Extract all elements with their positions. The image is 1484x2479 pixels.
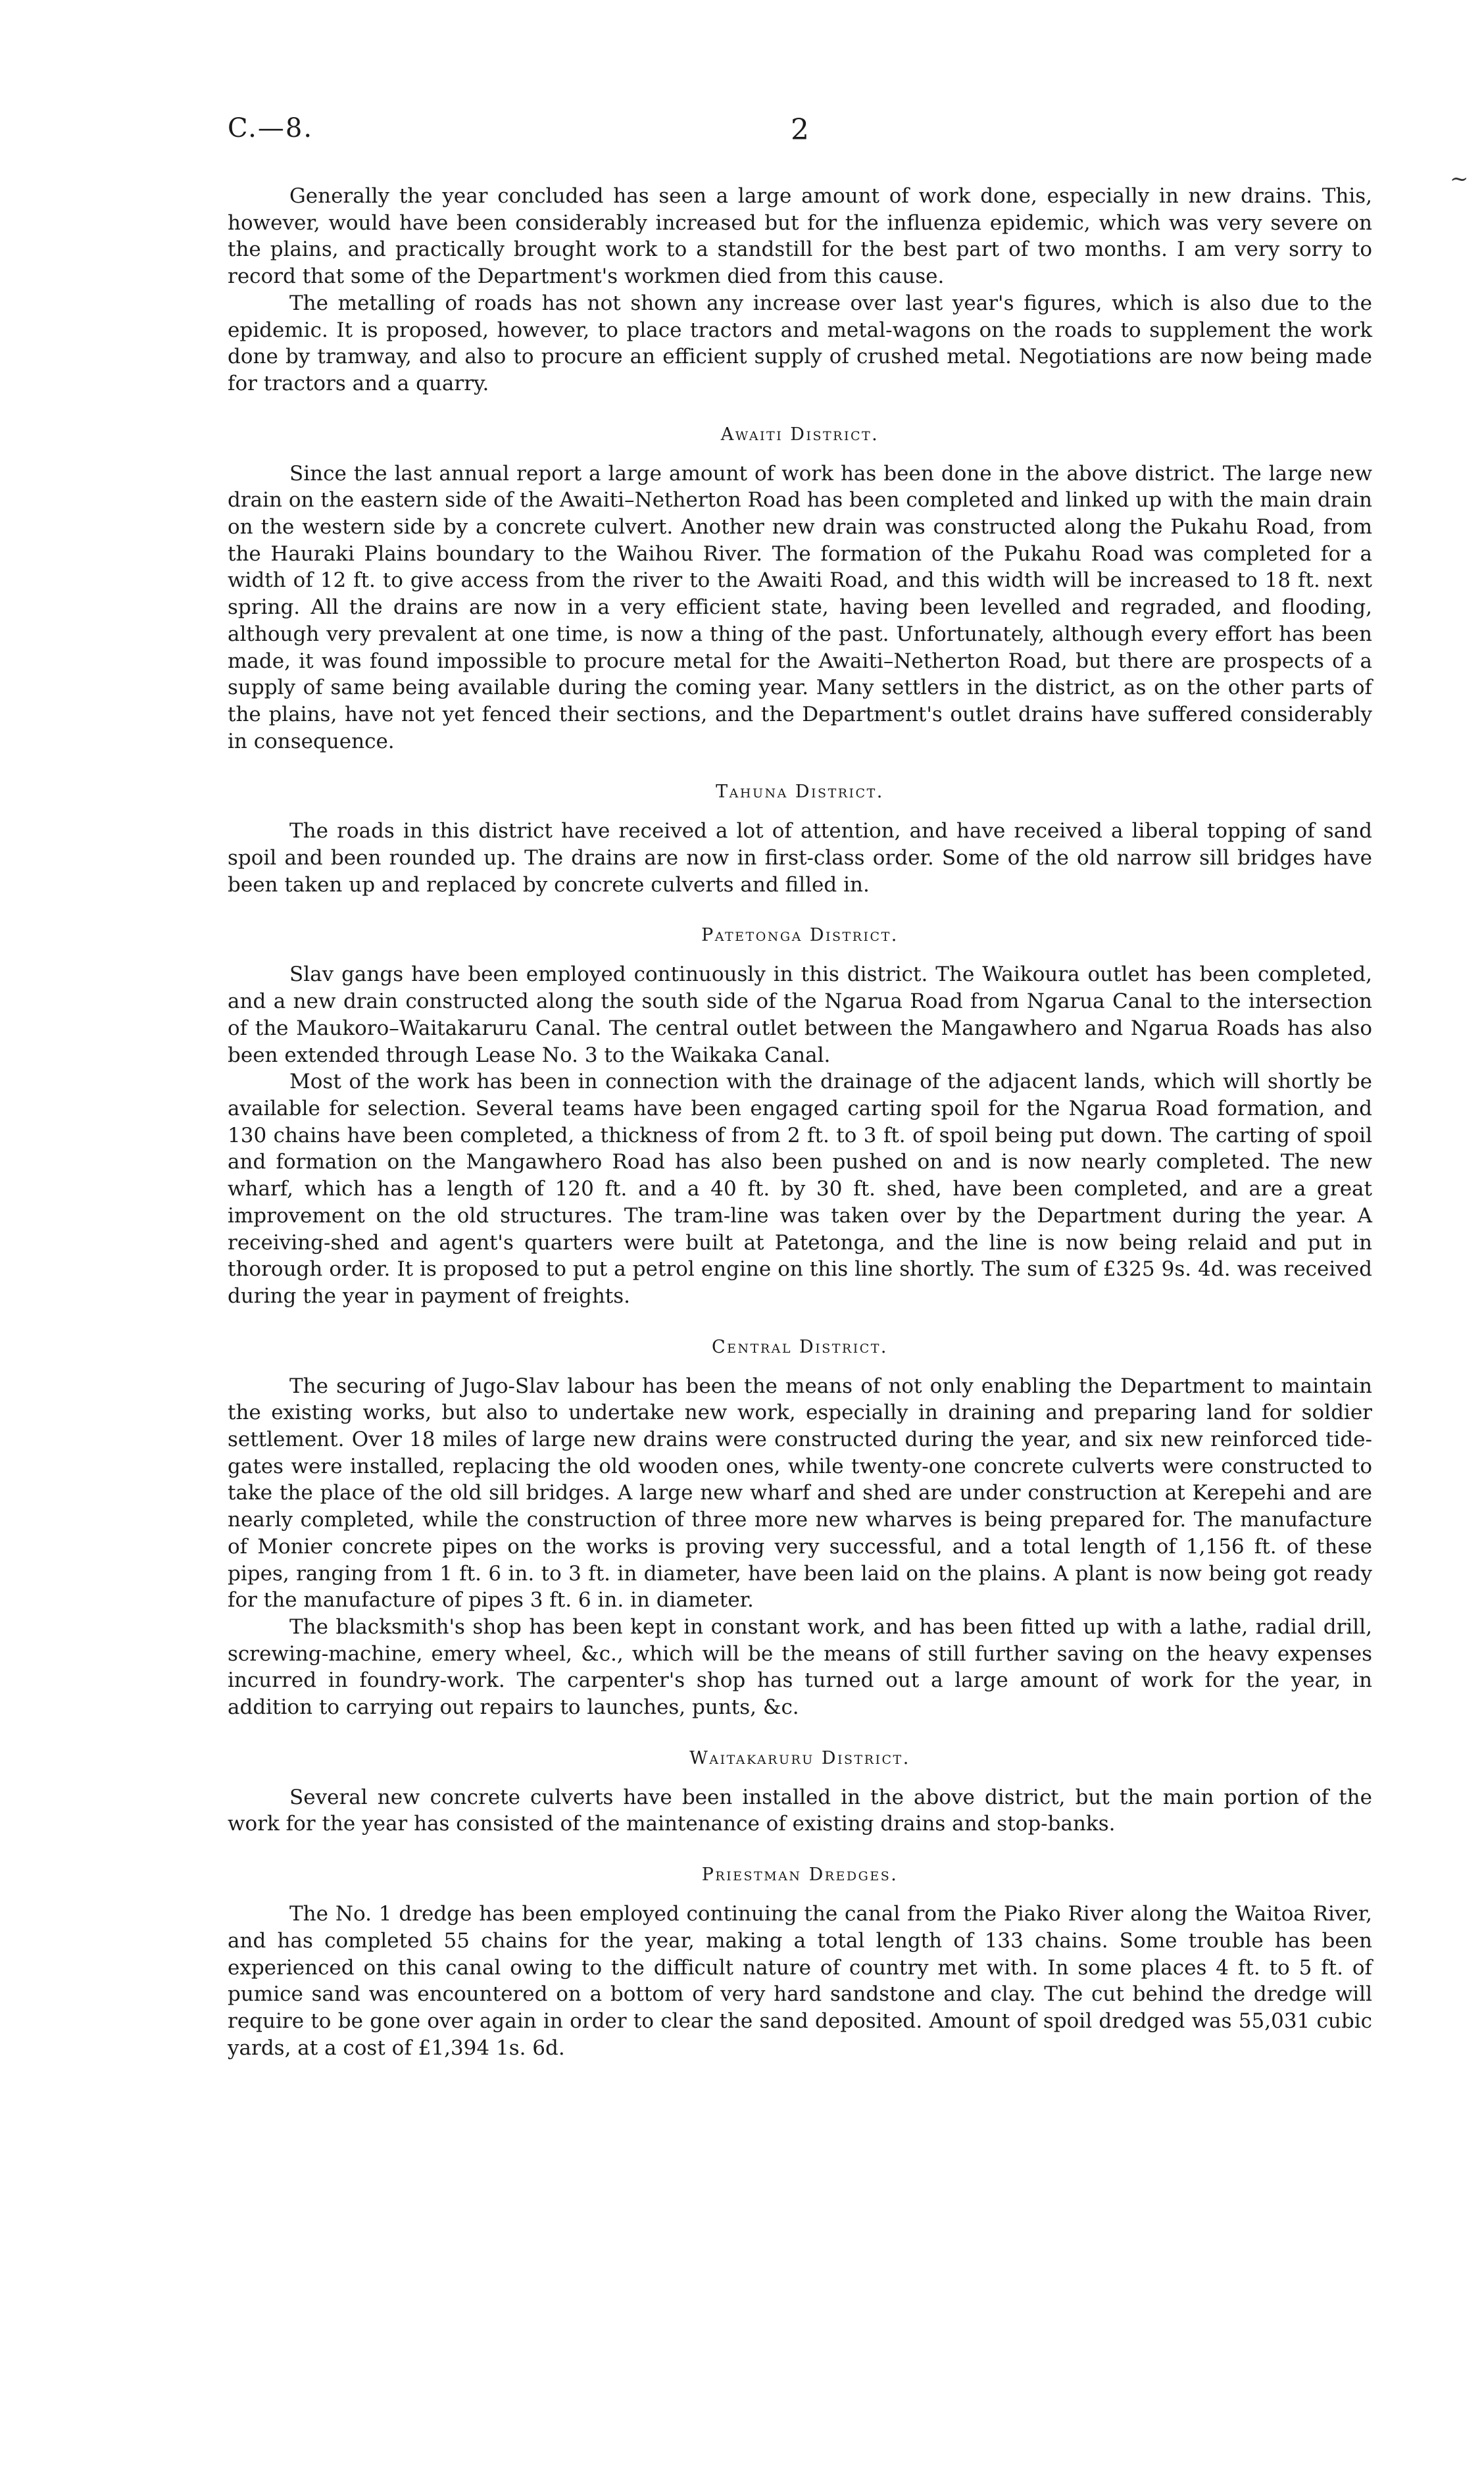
- section-heading: Central District.: [712, 1336, 888, 1357]
- report-body: [228, 183, 1372, 2061]
- section-central-district: [228, 1336, 1372, 1721]
- section-tahuna-district: [228, 781, 1372, 898]
- intro-paragraph: Generally the year concluded has seen a large amount of work done, especially in new drains. This, however, would have been considerably increased but for the influenza epidemic, which was very severe on the plains, and practically brought work to a standstill for the best part of two months. I am very sorry to record that some of the Department's workmen died from this cause.: [228, 184, 1372, 289]
- section-heading: Awaiti District.: [720, 424, 879, 445]
- section-heading: Waitakaruru District.: [689, 1747, 910, 1768]
- section-awaiti-district: [228, 424, 1372, 755]
- section-paragraph: Several new concrete culverts have been installed in the above district, but the main portion of the work for the year has consisted of the maintenance of existing drains and stop-banks.: [228, 1785, 1372, 1836]
- section-heading: Priestman Dredges.: [701, 1865, 899, 1886]
- section-paragraph: Most of the work has been in connection with the drainage of the adjacent lands, which will shortly be available for selection. Several teams have been engaged carting spoil for the Ngarua Road formation, and 130 chains have been completed, a thickness of from 2 ft. to 3 ft. of spoil being put down. The carting of spoil and formation on the Mangawhero Road has also been pushed on and is now nearly completed. The new wharf, which has a length of 120 ft. and a 40 ft. by 30 ft. shed, have been completed, and are a great improvement on the old structures. The tram-line was taken over by the Department during the year. A receiving-shed and agent's quarters were built at Patetonga, and the line is now being relaid and put in thorough order. It is proposed to put a petrol engine on this line shortly. The sum of £325 9s. 4d. was received during the year in payment of freights.: [228, 1070, 1372, 1308]
- margin-mark: ~: [1450, 166, 1469, 192]
- section-paragraph: Since the last annual report a large amount of work has been done in the above district. The large new drain on the eastern side of the Awaiti–Netherton Road has been completed and linked up with the main drain on the western side by a concrete culvert. Another new drain was constructed along the Pukahu Road, from the Hauraki Plains boundary to the Waihou River. The formation of the Pukahu Road was completed for a width of 12 ft. to give access from the river to the Awaiti Road, and this width will be increased to 18 ft. next spring. All the drains are now in a very efficient state, having been levelled and regraded, and flooding, although very prevalent at one time, is now a thing of the past. Unfortunately, although every effort has been made, it was found impossible to procure metal for the Awaiti–Netherton Road, but there are prospects of a supply of same being available during the coming year. Many settlers in the district, as on the other parts of the plains, have not yet fenced their sections, and the Department's outlet drains have suffered considerably in consequence.: [228, 461, 1372, 753]
- intro-paragraph: The metalling of roads has not shown any increase over last year's figures, which is also due to the epidemic. It is proposed, however, to place tractors and metal-wagons on the roads to supplement the work done by tramway, and also to procure an efficient supply of crushed metal. Negotiations are now being made for tractors and a quarry.: [228, 291, 1372, 395]
- section-paragraph: The securing of Jugo-Slav labour has been the means of not only enabling the Department to maintain the existing works, but also to undertake new work, especially in draining and preparing land for soldier settlement. Over 18 miles of large new drains were constructed during the year, and six new reinforced tide-gates were installed, replacing the old wooden ones, while twenty-one concrete culverts were constructed to take the place of the old sill bridges. A large new wharf and shed are under construction at Kerepehi and are nearly completed, while the construction of three more new wharves is being prepared for. The manufacture of Monier concrete pipes on the works is proving very successful, and a total length of 1,156 ft. of these pipes, ranging from 1 ft. 6 in. to 3 ft. in diameter, have been laid on the plains. A plant is now being got ready for the manufacture of pipes 3 ft. 6 in. in diameter.: [228, 1374, 1372, 1613]
- section-paragraph: Slav gangs have been employed continuously in this district. The Waikoura outlet has been completed, and a new drain constructed along the south side of the Ngarua Road from Ngarua Canal to the intersection of the Maukoro–Waitakaruru Canal. The central outlet between the Mangawhero and Ngarua Roads has also been extended through Lease No. 3 to the Waikaka Canal.: [228, 963, 1372, 1067]
- intro-section: [228, 183, 1372, 397]
- section-paragraph: The roads in this district have received a lot of attention, and have received a liberal topping of sand spoil and been rounded up. The drains are now in first-class order. Some of the old narrow sill bridges have been taken up and replaced by concrete culverts and filled in.: [228, 819, 1372, 897]
- section-heading: Tahuna District.: [716, 782, 884, 803]
- section-heading: Patetonga District.: [701, 925, 899, 946]
- section-waitakaruru-district: [228, 1747, 1372, 1838]
- section-patetonga-district: [228, 924, 1372, 1309]
- document-reference: C.—8.: [228, 113, 314, 143]
- section-paragraph: The blacksmith's shop has been kept in constant work, and has been fitted up with a lathe, radial drill, screwing-machine, emery wheel, &c., which will be the means of still further saving on the heavy expenses incurred in foundry-work. The carpenter's shop has turned out a large amount of work for the year, in addition to carrying out repairs to launches, punts, &c.: [228, 1615, 1372, 1720]
- section-priestman-dredges: [228, 1864, 1372, 2061]
- page-number: 2: [791, 113, 809, 147]
- page-header: [228, 113, 1372, 153]
- section-paragraph: The No. 1 dredge has been employed continuing the canal from the Piako River along the Waitoa River, and has completed 55 chains for the year, making a total length of 133 chains. Some trouble has been experienced on this canal owing to the difficult nature of country met with. In some places 4 ft. to 5 ft. of pumice sand was encountered on a bottom of very hard sandstone and clay. The cut behind the dredge will require to be gone over again in order to clear the sand deposited. Amount of spoil dredged was 55,031 cubic yards, at a cost of £1,394 1s. 6d.: [228, 1902, 1372, 2060]
